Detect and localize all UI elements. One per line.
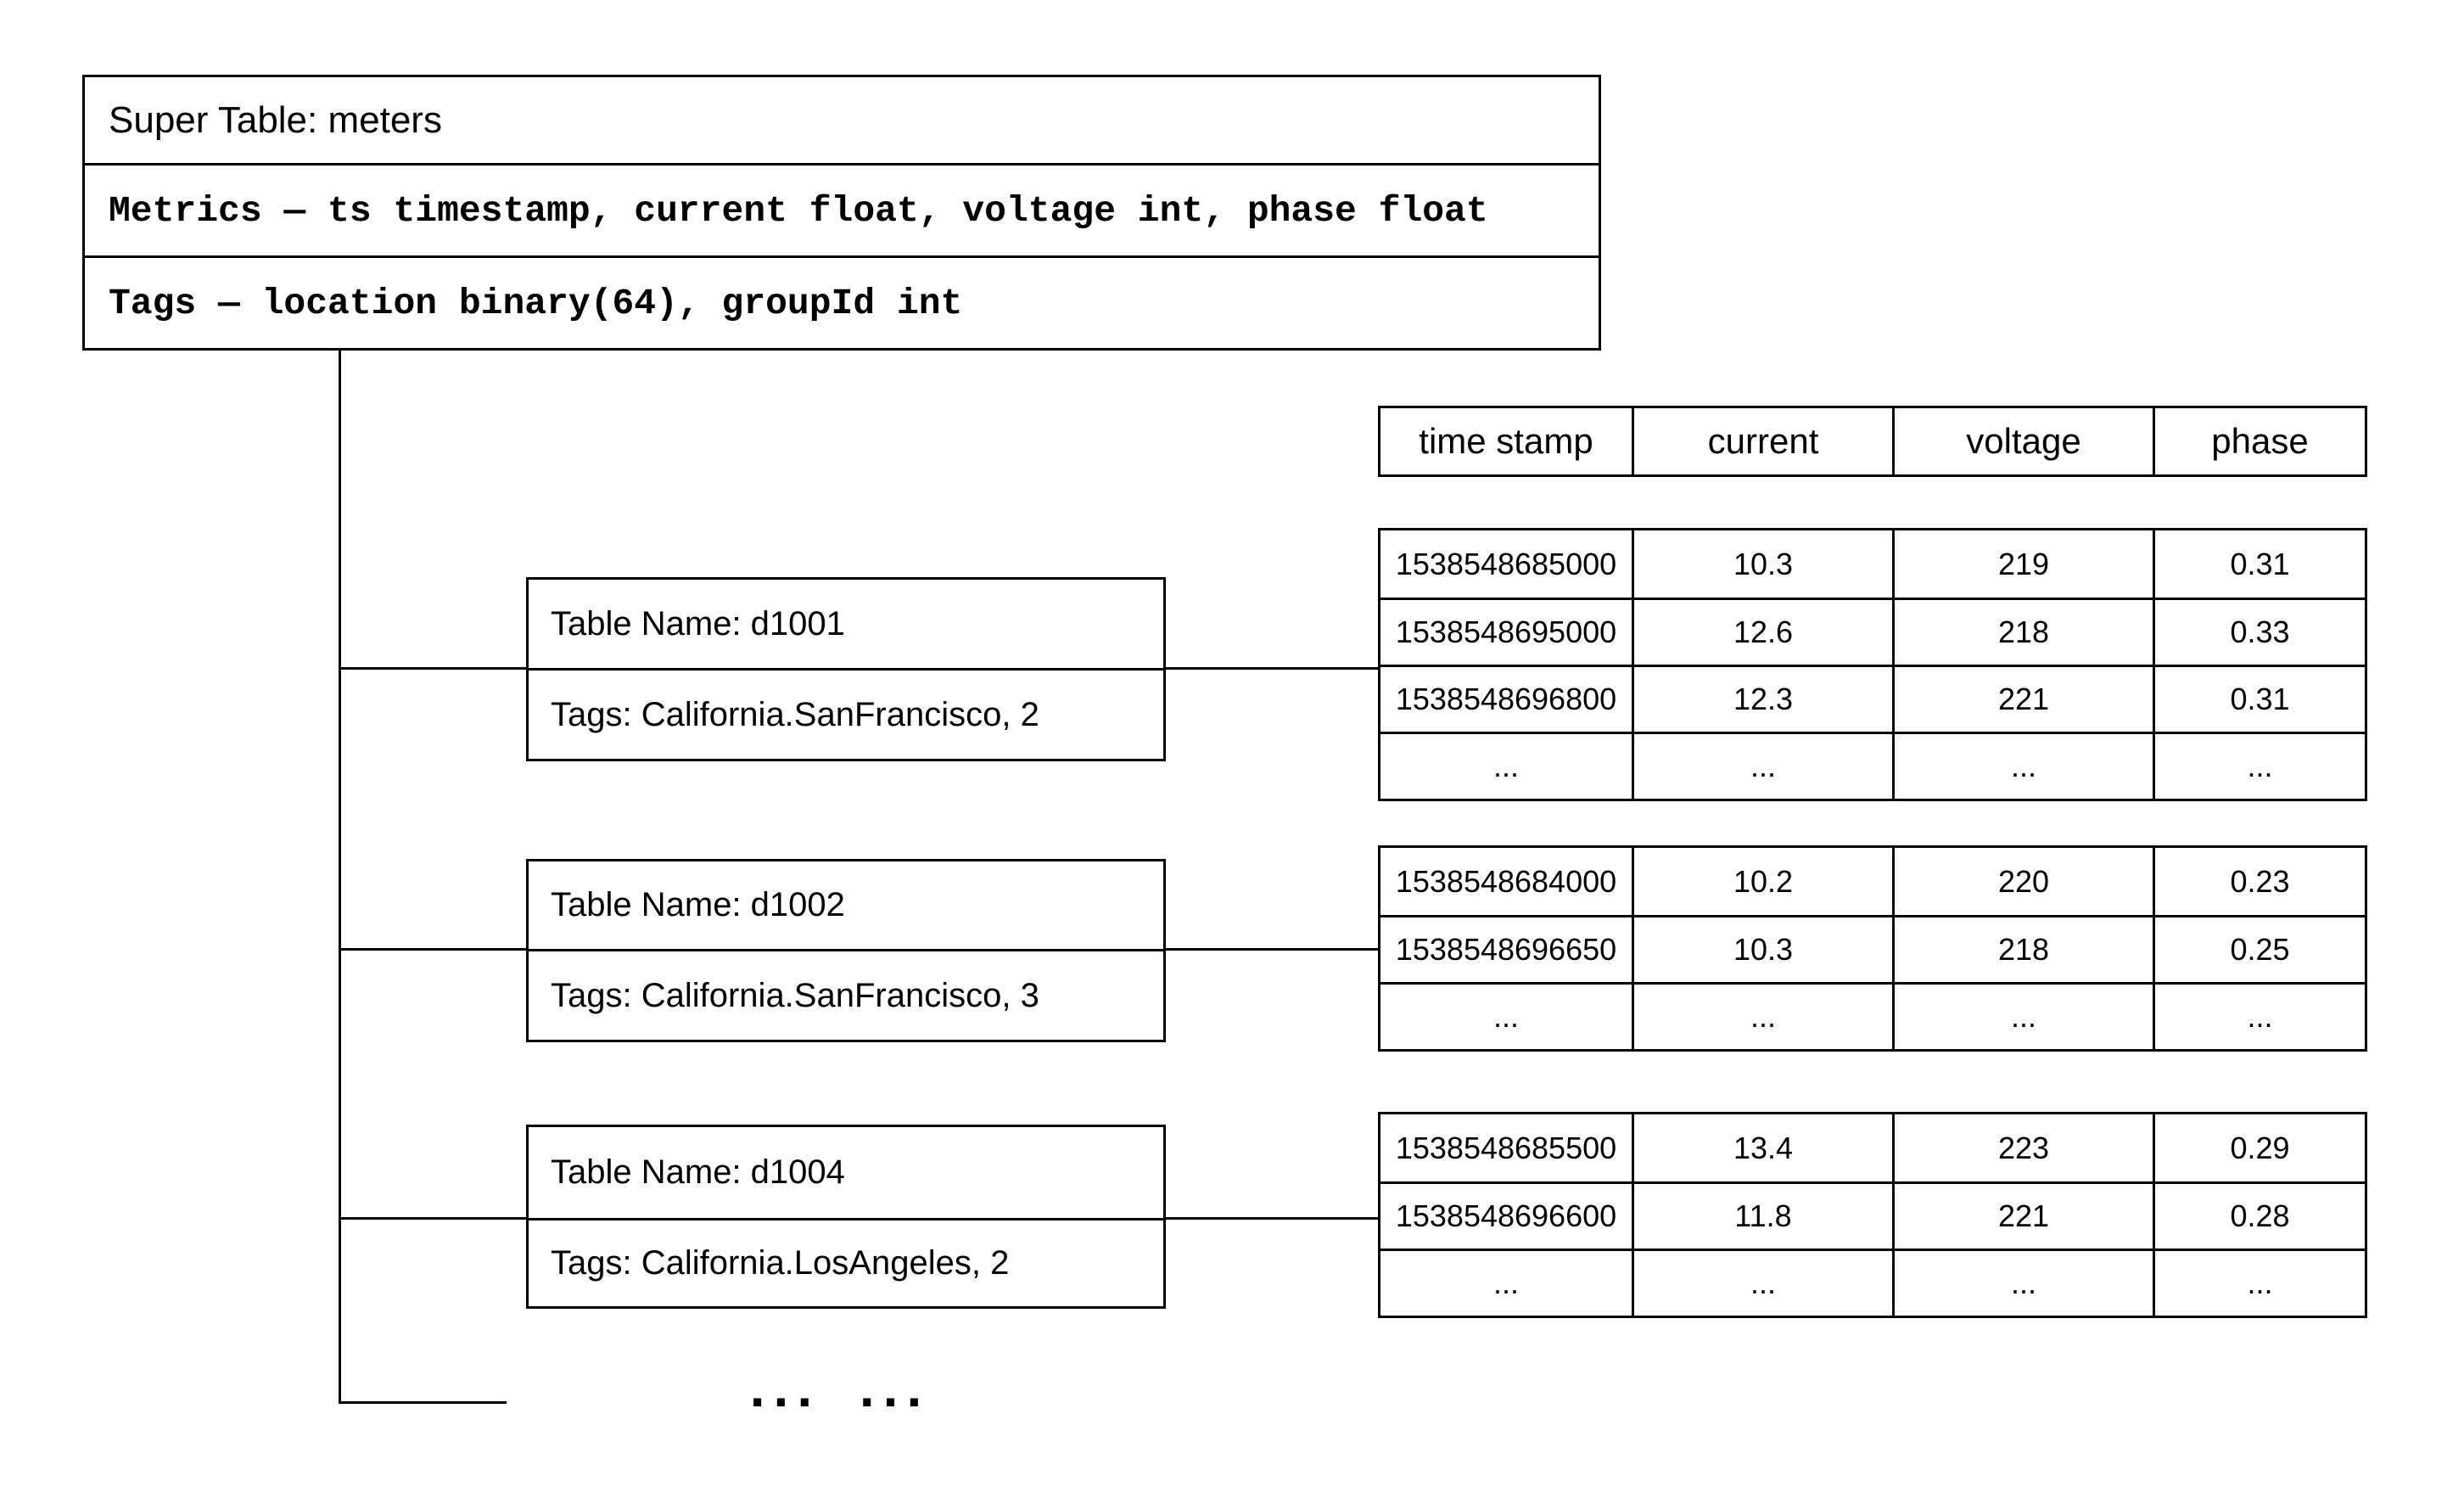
data-cell: ... <box>2153 982 2365 1049</box>
super-table-box <box>82 75 1601 351</box>
column-header-phase: phase <box>2153 408 2365 474</box>
column-header-current: current <box>1632 408 1892 474</box>
data-cell: 0.29 <box>2153 1114 2365 1181</box>
data-table-d1002 <box>1378 845 2367 1052</box>
branch-line-d1004 <box>339 1217 526 1220</box>
data-cell: 13.4 <box>1632 1114 1892 1181</box>
data-cell: ... <box>1380 1249 1632 1316</box>
data-cell: 11.8 <box>1632 1181 1892 1249</box>
connector-line-d1001 <box>1166 667 1378 670</box>
data-cell: 221 <box>1892 1181 2153 1249</box>
data-cell: ... <box>1632 1249 1892 1316</box>
data-cell: 10.3 <box>1632 530 1892 598</box>
data-cell: 1538548685500 <box>1395 1130 1617 1165</box>
subtable-name: Table Name: d1004 <box>529 1127 1163 1220</box>
data-cell: 0.23 <box>2153 848 2365 915</box>
connector-line-d1002 <box>1166 948 1378 951</box>
data-cell: 1538548696650 <box>1380 915 1632 982</box>
data-cell: ... <box>2153 732 2365 799</box>
more-indicator: ... ... <box>749 1357 931 1418</box>
subtable-box-d1002 <box>526 859 1166 1042</box>
data-cell: 1538548695000 <box>1380 598 1632 665</box>
data-cell: ... <box>1380 732 1632 799</box>
branch-line-d1002 <box>339 948 526 951</box>
data-cell: 218 <box>1892 915 2153 982</box>
subtable-box-d1004 <box>526 1125 1166 1309</box>
subtable-name: Table Name: d1002 <box>529 861 1163 951</box>
data-cell: 0.25 <box>2153 915 2365 982</box>
connector-line-d1004 <box>1166 1217 1378 1220</box>
subtable-name: Table Name: d1001 <box>529 580 1163 671</box>
column-header-voltage: voltage <box>1892 408 2153 474</box>
super-table-metrics: Metrics — ts timestamp, current float, voltage int, phase float <box>85 166 1599 258</box>
data-cell: 221 <box>1892 665 2153 732</box>
super-table-tags: Tags — location binary(64), groupId int <box>109 282 963 324</box>
data-cell: 218 <box>1892 598 2153 665</box>
subtable-tags: Tags: California.SanFrancisco, 3 <box>551 976 1039 1014</box>
column-header-timestamp: time stamp <box>1419 421 1593 461</box>
trunk-line <box>339 351 341 1404</box>
data-cell: 0.31 <box>2153 530 2365 598</box>
data-cell: 12.6 <box>1632 598 1892 665</box>
data-cell: 12.3 <box>1632 665 1892 732</box>
data-cell: ... <box>1632 982 1892 1049</box>
data-cell: ... <box>1632 732 1892 799</box>
data-table-d1001 <box>1378 528 2367 801</box>
data-cell: 219 <box>1892 530 2153 598</box>
data-cell: 1538548696600 <box>1380 1181 1632 1249</box>
data-cell: 0.31 <box>2153 665 2365 732</box>
data-cell: 1538548696800 <box>1380 665 1632 732</box>
data-cell: ... <box>1380 982 1632 1049</box>
data-cell: ... <box>1892 1249 2153 1316</box>
data-cell: ... <box>1892 732 2153 799</box>
super-table-title: Super Table: meters <box>85 77 1599 166</box>
data-cell: ... <box>2153 1249 2365 1316</box>
data-cell: 223 <box>1892 1114 2153 1181</box>
data-cell: 220 <box>1892 848 2153 915</box>
more-branch-line <box>339 1401 507 1404</box>
subtable-tags: Tags: California.SanFrancisco, 2 <box>551 695 1039 733</box>
data-cell: 1538548685000 <box>1395 546 1617 581</box>
data-cell: 10.3 <box>1632 915 1892 982</box>
subtable-box-d1001 <box>526 577 1166 761</box>
column-header-row <box>1378 406 2367 477</box>
data-cell: 0.28 <box>2153 1181 2365 1249</box>
data-cell: ... <box>1892 982 2153 1049</box>
branch-line-d1001 <box>339 667 526 670</box>
data-cell: 10.2 <box>1632 848 1892 915</box>
subtable-tags: Tags: California.LosAngeles, 2 <box>551 1244 1010 1282</box>
data-table-d1004 <box>1378 1112 2367 1318</box>
data-cell: 1538548684000 <box>1395 863 1617 899</box>
data-cell: 0.33 <box>2153 598 2365 665</box>
